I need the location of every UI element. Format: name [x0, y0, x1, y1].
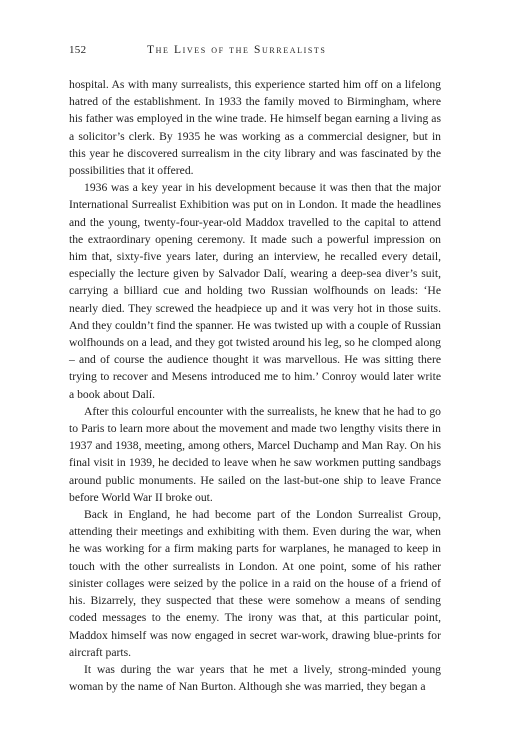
body-text: [69, 76, 441, 695]
page-number: 152: [69, 44, 87, 56]
paragraph-1: hospital. As with many surrealists, this experience started him off on a lifelong hatred of the establishment. In 1933 the family moved to Birmingham, where his father was employed in the wine trade. He himself began earning a living as a solicitor’s clerk. By 1935 he was working as a commercial designer, but in this year he discovered surrealism in the city library and was fascinated by the possibilities that it offered.: [69, 78, 441, 178]
paragraph-2: 1936 was a key year in his development because it was then that the major International Surrealist Exhibition was put on in London. It made the headlines and the young, twenty-four-year-old Maddox travelled to the capital to attend the extraordinary opening ceremony. It made such a powerful impression on him that, sixty-five years later, during an interview, he recalled every detail, especially the lecture given by Salvador Dalí, wearing a deep-sea diver’s suit, carrying a billiard cue and holding two Russian wolfhounds on leads: ‘He nearly died. They screwed the headpiece up and it was very hot in those suits. And they couldn’t find the spanner. He was twisted up with a couple of Russian wolfhounds on a lead, and they got twisted around his leg, so he clomped along – and of course the audience thought it was marvellous. He was sitting there trying to recover and Mesens introduced me to him.’ Conroy would later write a book about Dalí.: [69, 181, 441, 401]
paragraph-5: It was during the war years that he met a lively, strong-minded young woman by the name of Nan Burton. Although she was married, they began a: [69, 662, 441, 694]
paragraph-3: After this colourful encounter with the surrealists, he knew that he had to go to Paris to learn more about the movement and made two lengthy visits there in 1937 and 1938, meeting, among others, Marcel Duchamp and Man Ray. On his final visit in 1939, he decided to leave when he saw workmen putting sandbags around public monuments. He sailed on the last-but-one ship to leave France before World War II broke out.: [69, 404, 441, 504]
running-head: [69, 43, 439, 57]
running-title: The Lives of the Surrealists: [147, 44, 327, 56]
paragraph-4: Back in England, he had become part of the London Surrealist Group, attending their meetings and exhibiting with them. Even during the war, when he was working for a firm making parts for warplanes, he managed to keep in touch with the other surrealists in London. At one point, some of his rather sinister collages were seized by the police in a raid on the house of a friend of his. Bizarrely, they suspected that these were somehow a means of sending coded messages to the enemy. The irony was that, at this particular point, Maddox himself was now engaged in secret war-work, drawing blue-prints for aircraft parts.: [69, 508, 441, 659]
